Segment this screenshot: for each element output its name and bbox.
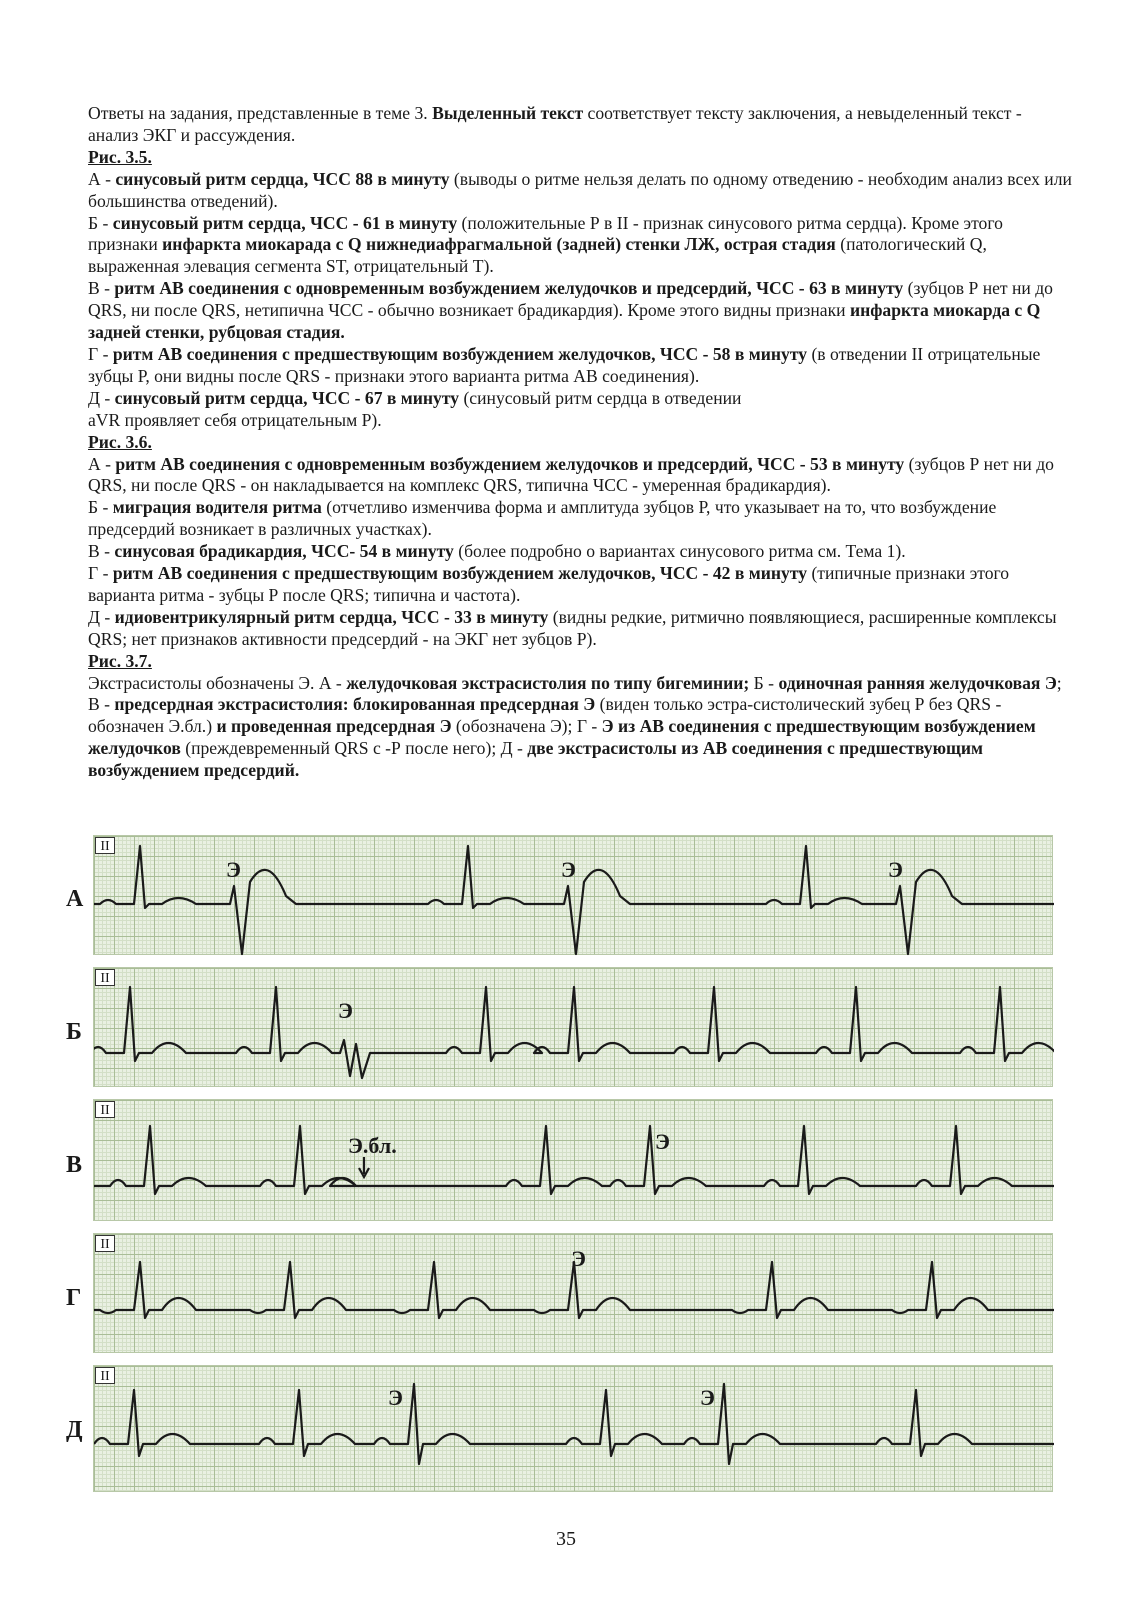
fig35-answer-d: Г - ритм АВ соединения с предшествующим возбуждением желудочков, ЧСС - 58 в минуту (в отведении II отрицательные зубцы Р, они видны после QRS - признаки этого варианта ритма АВ соединения). [88,343,1041,386]
intro-paragraph [88,103,1073,147]
fig37-heading: Рис. 3.7. [88,650,152,671]
ecg-trace-c [94,1100,1054,1222]
fig36-answer-b: Б - миграция водителя ритма (отчетливо изменчива форма и амплитуда зубцов Р, что указывает на то, что возбуждение предсердий возникает в различных участках). [88,497,997,540]
extrasystole-label: Э [700,1385,715,1410]
intro-bold: Выделенный текст [432,103,584,123]
ecg-waveform [94,987,1054,1078]
lead-label: II [95,837,115,854]
extrasystole-label: Э [655,1129,670,1154]
fig35-heading: Рис. 3.5. [88,146,152,167]
extrasystole-label: Э [226,857,241,882]
extrasystole-label: Э [561,857,576,882]
ecg-row-label-c: В [66,1152,83,1178]
ecg-row-label-a: А [66,886,84,912]
ecg-strip-b [93,967,1053,1087]
ecg-row-label-d: Г [66,1285,82,1311]
blocked-extrasystole-label: Э.бл. [348,1133,397,1158]
extrasystole-label: Э [338,998,353,1023]
ecg-trace-b [94,968,1054,1088]
ecg-strip-c [93,1099,1053,1221]
fig35-answer-c: В - ритм АВ соединения с одновременным возбуждением желудочков и предсердий, ЧСС - 63 в минуту (зубцов Р нет ни до QRS, ни после QRS, нетипична ЧСС - обычно возникает брадикардия). Кроме этого видны признаки инфаркта миокарда с Q задней стенки, рубцовая стадия. [88,278,1053,343]
ecg-trace-e [94,1366,1054,1493]
ecg-waveform [94,1384,1054,1464]
ecg-strip-a [93,835,1053,955]
fig37-answer: Экстрасистолы обозначены Э. А - желудочковая экстрасистолия по типу бигеминии; Б - одиночная ранняя желудочковая Э; В - предсердная экстрасистолия: блокированная предсердная Э (виден только эстра-систолический зубец Р без QRS - обозначен Э.бл.) и проведенная предсердная Э (обозначена Э); Г - Э из АВ соединения с предшествующим возбуждением желудочков (преждевременный QRS с -Р после него); Д - две экстрасистолы из АВ соединения с предшествующим возбуждением предсердий. [88,672,1062,781]
page-number: 35 [556,1528,576,1550]
intro-text: Ответы на задания, представленные в теме 3. [88,103,433,123]
fig36-answer-e: Д - идиовентрикулярный ритм сердца, ЧСС - 33 в минуту (видны редкие, ритмично появляющиеся, расширенные комплексы QRS; нет признаков активности предсердий - на ЭКГ нет зубцов Р). [88,606,1057,649]
ecg-row-label-b: Б [66,1019,82,1045]
extrasystole-label: Э [888,857,903,882]
arrow-down-icon [356,1156,372,1180]
ecg-trace-a [94,836,1054,956]
fig36-heading: Рис. 3.6. [88,431,152,452]
fig36-answer-d: Г - ритм АВ соединения с предшествующим возбуждением желудочков, ЧСС - 42 в минуту (типичные признаки этого варианта ритма - зубцы Р после QRS; типична и частота). [88,563,1010,605]
answers-text [88,103,1073,782]
fig36-answer-c: В - синусовая брадикардия, ЧСС- 54 в минуту (более подробно о вариантах синусового ритма см. Тема 1). [88,541,906,562]
fig36-answer-a: А - ритм АВ соединения с одновременным возбуждением желудочков и предсердий, ЧСС - 53 в минуту (зубцов Р нет ни до QRS, ни после QRS - он накладывается на комплекс QRS, типична ЧСС - умеренная брадикардия). [88,453,1054,496]
ecg-row-label-e: Д [66,1417,83,1443]
ecg-strip-e [93,1365,1053,1492]
intro-text-2: соответствует тексту заключения, а невыделенный текст - анализ ЭКГ и рассуждения. [88,103,1022,145]
fig35-answer-a: А - синусовый ритм сердца, ЧСС 88 в минуту (выводы о ритме нельзя делать по одному отведению - необходим анализ всех или большинства отведений). [88,168,1072,211]
fig35-answer-e: Д - синусовый ритм сердца, ЧСС - 67 в минуту (синусовый ритм сердца в отведении aVR проявляет себя отрицательным Р). [88,387,742,430]
ecg-waveform [94,1126,1054,1194]
lead-label: II [95,969,115,986]
extrasystole-label: Э [571,1246,586,1271]
lead-label: II [95,1235,115,1252]
lead-label: II [95,1101,115,1118]
extrasystole-label: Э [388,1385,403,1410]
lead-label: II [95,1367,115,1384]
fig35-answer-b: Б - синусовый ритм сердца, ЧСС - 61 в минуту (положительные Р в II - признак синусового ритма сердца). Кроме этого признаки инфаркта миокарада с Q нижнедиафрагмальной (задней) стенки ЛЖ, острая стадия (патологический Q, выраженная элевация сегмента ST, отрицательный Т). [88,212,1003,277]
